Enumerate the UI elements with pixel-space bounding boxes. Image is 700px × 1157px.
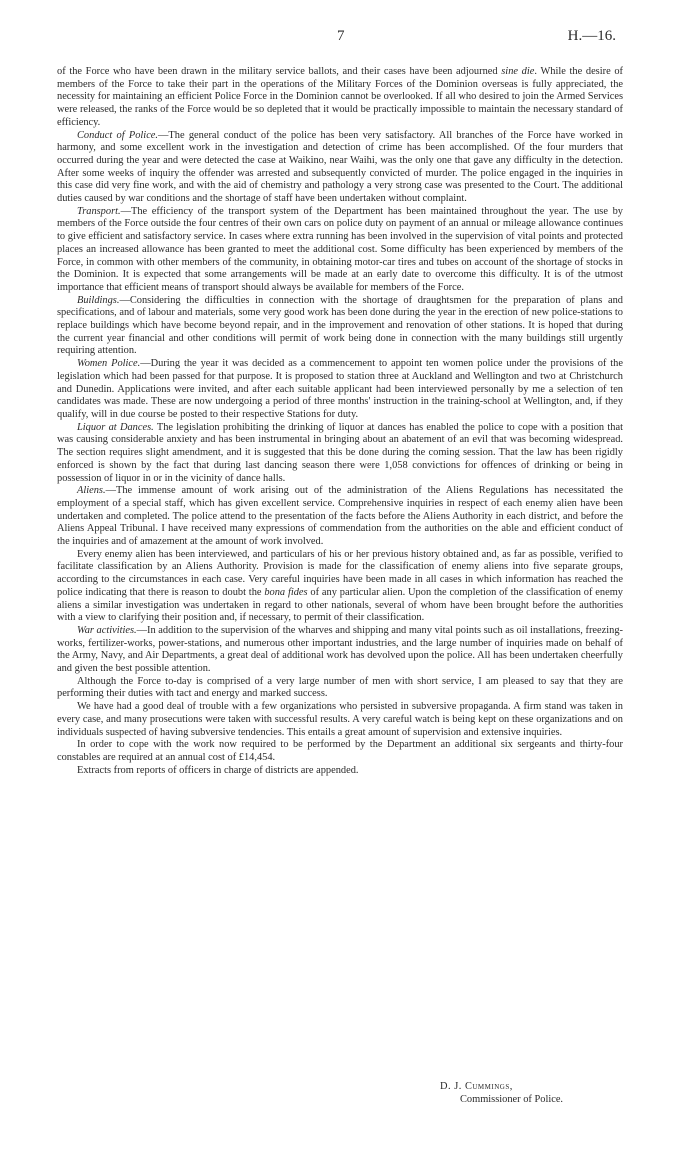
- section-heading: Conduct of Police.: [77, 129, 159, 141]
- paragraph-staff-increase: In order to cope with the work now required to be performed by the Department an additional six sergeants and thirty-four constables are required at an annual cost of £14,454.: [57, 739, 623, 763]
- paragraph-force-service: Although the Force to-day is comprised of a very large number of men with short service, I am pleased to say that they are performing their duties with tact and energy and marked success.: [57, 675, 623, 700]
- signatory-title: Commissioner of Police.: [460, 1094, 564, 1105]
- paragraph-extracts: Extracts from reports of officers in charge of districts are appended.: [77, 764, 359, 776]
- page-number: 7: [337, 28, 345, 44]
- signatory-name: D. J. Cummings,: [440, 1081, 513, 1092]
- section-heading: Aliens.: [77, 485, 106, 497]
- section-heading: Women Police.: [77, 358, 141, 370]
- paragraph-conduct-of-police: Conduct of Police.—The general conduct of the police has been very satisfactory. All branches of the Force have worked in harmony, and some excellent work in the investigation and detection of crime has been accomplished. Of the four murders that occurred during the year and were detected the case at Waikino, near Waihi, was the only one that gave any difficulty in the detection. After some weeks of inquiry the offender was arrested and subsequently convicted of murder. The police engaged in the inquiries in this case did very fine work, and with the aid of chemistry and pathology a very strong case was presented to the Court. The additional duties caused by war conditions and the shortage of staff have been undertaken without complaint.: [57, 129, 623, 205]
- section-heading: Transport.: [77, 205, 121, 217]
- paragraph-subversive: We have had a good deal of trouble with a few organizations who persisted in subversive propaganda. A firm stand was taken in every case, and many prosecutions were taken with successful results. A very careful watch is being kept on these organizations and on individuals suspected of having subversive tendencies. This entails a great amount of supervision and extensive inquiries.: [57, 701, 623, 738]
- section-heading: Liquor at Dances.: [77, 421, 154, 433]
- page-header: [0, 28, 700, 52]
- paragraph-buildings: Buildings.—Considering the difficulties in connection with the shortage of draughtsmen for the preparation of plans and specifications, and of labour and materials, some very good work has been done during the year in the erection of new police-stations to replace buildings which have become beyond repair, and in the improvement and renovation of other stations. It is hoped that during the current year financial and other conditions will permit of work being done in connection with the many buildings still urgently requiring attention.: [57, 294, 623, 357]
- paragraph-transport: Transport.—The efficiency of the transport system of the Department has been maintained throughout the year. The use by members of the Force outside the four centres of their own cars on police duty on payment of an annual or mileage allowance continues to give efficient and satisfactory service. In cases where extra running has been involved in the supervision of vital points and protected places an increased allowance has been granted to meet the additional cost. Some difficulty has been experienced by members of the Force, in common with other members of the community, in obtaining motor-car tires and tubes on account of the shortage of stocks in the Dominion. It is expected that some arrangements will be made at an early date to overcome this difficulty. It is of the utmost importance that efficient means of transport should always be available for members of the Force.: [57, 205, 623, 293]
- paragraph-war-activities: War activities.—In addition to the supervision of the wharves and shipping and many vital points such as oil installations, freezing-works, fertilizer-works, power-stations, and numerous other important industries, and the large number of inquiries made on behalf of the Army, Navy, and Air Departments, a great deal of additional work has devolved upon the police. All has been undertaken cheerfully and given the best possible attention.: [57, 624, 623, 675]
- paragraph-aliens: Aliens.—The immense amount of work arising out of the administration of the Aliens Regulations has necessitated the employment of a special staff, which has given excellent service. Comprehensive inquiries in respect of each enemy alien have been undertaken and completed. The police attend to the presentation of the facts before the Aliens Authority in each district, and before the Aliens Appeal Tribunal. I have received many expressions of commendation from the authorities on the able and efficient conduct of the inquiries and of amazement at the amount of work involved.: [57, 485, 623, 548]
- section-heading: Buildings.: [77, 294, 120, 306]
- paragraph-enemy-aliens: Every enemy alien has been interviewed, and particulars of his or her previous history obtained and, as far as possible, verified to facilitate classification by an Aliens Authority. Provision is made for the classification of enemy aliens into five separate groups, according to the circumstances in each case. Very careful inquiries have been made in all cases in which information has reached the police indicating that there is reason to doubt the bona fides of any particular alien. Upon the completion of the classification of enemy aliens a similar investigation was undertaken in regard to other nationals, several of whom have been brought before the authorities with a view to clarifying their position and, if necessary, to permit of their classification.: [57, 548, 623, 624]
- section-heading: War activities.: [77, 624, 137, 636]
- report-reference: H.—16.: [567, 28, 616, 44]
- paragraph-continuation: of the Force who have been drawn in the military service ballots, and their cases have been adjourned sine die. While the desire of members of the Force to take their part in the operations of the Military Forces of the Dominion overseas is fully appreciated, the necessity for maintaining an efficient Police Force in the Dominion cannot be overlooked. If all who desired to join the Armed Services were released, the ranks of the Force would be so depleted that it would be practically impossible to maintain the necessary standard of efficiency.: [57, 66, 624, 128]
- paragraph-liquor-at-dances: Liquor at Dances. The legislation prohibiting the drinking of liquor at dances has enabled the police to cope with a position that was causing considerable anxiety and has been instrumental in bringing about an abatement of an evil that was becoming widespread. The section requires slight amendment, and it is suggested that this be done during the coming session. That the law has been rigidly enforced is shown by the fact that during last dancing season there were 1,058 convictions for offences of drinking or being in possession of liquor in or in the vicinity of dance halls.: [57, 421, 623, 484]
- paragraph-women-police: Women Police.—During the year it was decided as a commencement to appoint ten women police under the provisions of the legislation which had been passed for that purpose. It is proposed to station three at Auckland and Wellington and two at Christchurch and Dunedin. Applications were invited, and after each suitable applicant had been interviewed personally by me a selection of ten candidates was made. These are now undergoing a period of three months' instruction in the training-school at Wellington, and, if they qualify, will in due course be posted to their respective Stations for duty.: [57, 358, 623, 420]
- report-body: [57, 66, 623, 777]
- signature-block: [430, 1080, 630, 1106]
